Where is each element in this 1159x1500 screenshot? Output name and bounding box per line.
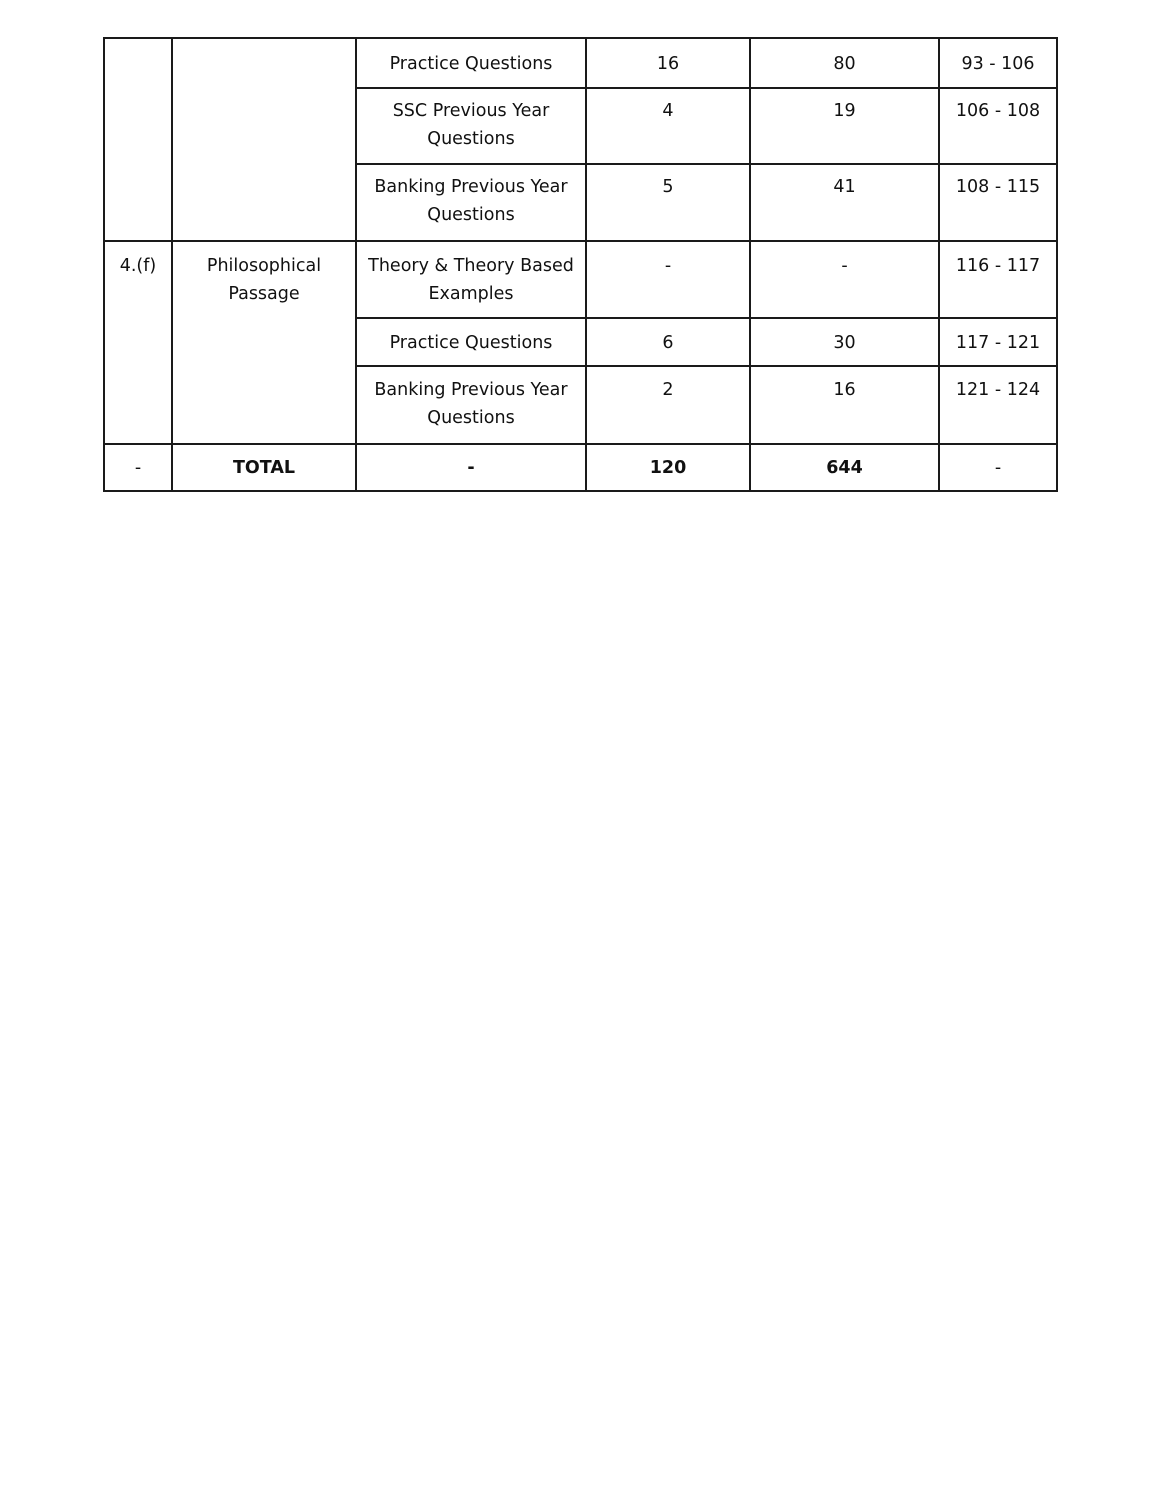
topic-cell: Practice Questions: [356, 38, 586, 88]
questions-cell: 41: [750, 164, 939, 241]
pages-cell: 108 - 115: [939, 164, 1057, 241]
total-exercises: 120: [586, 444, 750, 491]
exercises-cell: 6: [586, 318, 750, 366]
table-row: [104, 241, 1057, 318]
questions-cell: 19: [750, 88, 939, 164]
total-topic-cell: -: [356, 444, 586, 491]
table-row: [104, 38, 1057, 88]
sno-cell: 4.(f): [104, 241, 172, 444]
exercises-cell: 4: [586, 88, 750, 164]
total-row: [104, 444, 1057, 491]
contents-table: [103, 37, 1058, 492]
questions-cell: 30: [750, 318, 939, 366]
total-label: TOTAL: [172, 444, 356, 491]
total-sno-cell: -: [104, 444, 172, 491]
topic-cell: Banking Previous Year Questions: [356, 366, 586, 444]
pages-cell: 93 - 106: [939, 38, 1057, 88]
total-pages-cell: -: [939, 444, 1057, 491]
exercises-cell: 16: [586, 38, 750, 88]
topic-cell: SSC Previous Year Questions: [356, 88, 586, 164]
pages-cell: 121 - 124: [939, 366, 1057, 444]
pages-cell: 117 - 121: [939, 318, 1057, 366]
topic-cell: Banking Previous Year Questions: [356, 164, 586, 241]
total-questions: 644: [750, 444, 939, 491]
exercises-cell: -: [586, 241, 750, 318]
topic-cell: Practice Questions: [356, 318, 586, 366]
pages-cell: 106 - 108: [939, 88, 1057, 164]
questions-cell: 80: [750, 38, 939, 88]
topic-cell: Theory & Theory Based Examples: [356, 241, 586, 318]
questions-cell: 16: [750, 366, 939, 444]
section-cell: Philosophical Passage: [172, 241, 356, 444]
exercises-cell: 2: [586, 366, 750, 444]
questions-cell: -: [750, 241, 939, 318]
section-cell: [172, 38, 356, 241]
sno-cell: [104, 38, 172, 241]
exercises-cell: 5: [586, 164, 750, 241]
pages-cell: 116 - 117: [939, 241, 1057, 318]
